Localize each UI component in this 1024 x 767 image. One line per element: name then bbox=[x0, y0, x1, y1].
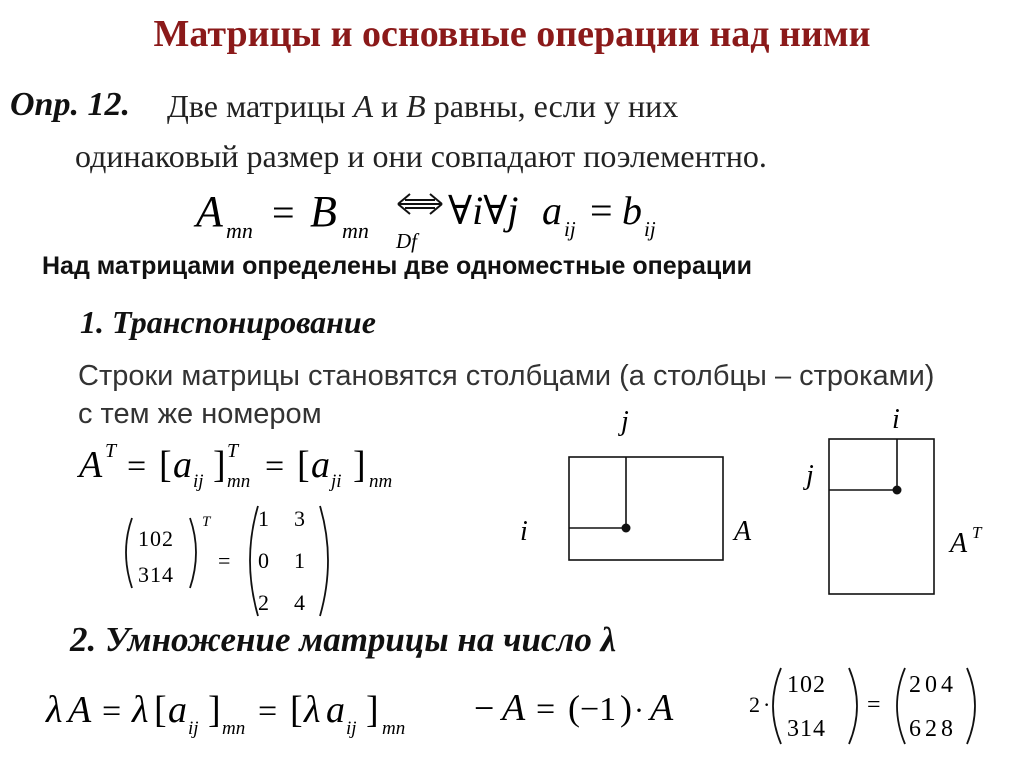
eq-sub-ij-2: ij bbox=[644, 217, 656, 241]
me-left-row-2: 314 bbox=[787, 716, 826, 742]
nf-a-2: A bbox=[650, 687, 674, 729]
mf-a-1: a bbox=[168, 689, 187, 731]
te-r3c2: 4 bbox=[294, 590, 305, 615]
transpose-heading: 1. Транспонирование bbox=[80, 304, 376, 340]
tf-a-1: a bbox=[173, 444, 192, 486]
mf-a-2: a bbox=[326, 689, 345, 731]
tf-sup-t-2: T bbox=[227, 440, 239, 462]
me-left-row-1: 102 bbox=[787, 672, 826, 698]
transpose-example bbox=[118, 500, 338, 622]
te-r1c1: 1 bbox=[258, 506, 269, 531]
tf-lb-2: [ bbox=[297, 444, 310, 486]
definition-line-2: одинаковый размер и они совпадают поэлементно. bbox=[75, 138, 767, 174]
te-left-row-1: 102 bbox=[138, 526, 174, 551]
mf-lambda-3: λ bbox=[304, 689, 321, 731]
nf-paren-close: ) bbox=[620, 688, 632, 728]
definition-text-c: равны, если у них bbox=[425, 88, 679, 124]
tf-sub-ij: ij bbox=[193, 471, 204, 492]
mf-a: A bbox=[68, 689, 92, 731]
te-left-row-2: 314 bbox=[138, 562, 174, 587]
mf-rb-1: ] bbox=[208, 689, 221, 731]
multiply-example bbox=[745, 656, 985, 756]
equivalence-arrow-icon bbox=[398, 194, 442, 214]
nf-eq: = bbox=[536, 691, 556, 728]
matrix-a-rect bbox=[569, 457, 723, 560]
tf-sub-ji: ji bbox=[331, 471, 342, 492]
eq-forall: ∀i∀j bbox=[448, 188, 519, 233]
matrix-at-rect bbox=[829, 439, 934, 594]
eq-b-lower: b bbox=[622, 188, 642, 233]
tf-sup-t: T bbox=[105, 440, 117, 462]
left-paren bbox=[773, 668, 781, 744]
nf-minus: − bbox=[474, 688, 495, 728]
me-right-row-2: 628 bbox=[909, 716, 957, 742]
eq-df: Df bbox=[396, 229, 417, 253]
mf-lb-1: [ bbox=[154, 689, 167, 731]
right-paren bbox=[320, 506, 328, 616]
nf-dot: · bbox=[634, 694, 644, 727]
tf-sub-mn: mn bbox=[227, 471, 251, 492]
eq-sub-mn-1: mn bbox=[226, 218, 253, 243]
tf-eq-1: = bbox=[127, 448, 147, 485]
me-right-row-1: 204 bbox=[909, 672, 957, 698]
element-dot bbox=[893, 486, 902, 495]
diag-a-label-j: j bbox=[621, 406, 629, 437]
element-dot bbox=[622, 524, 631, 533]
right-paren bbox=[849, 668, 857, 744]
multiply-formula bbox=[44, 680, 444, 744]
me-eq: = bbox=[867, 692, 881, 718]
mf-eq-1: = bbox=[102, 693, 122, 730]
nf-a: A bbox=[502, 687, 526, 729]
left-paren bbox=[897, 668, 905, 744]
mf-sub-ij-1: ij bbox=[188, 718, 199, 739]
eq-equals-1: = bbox=[272, 190, 295, 235]
diag-at-label-j: j bbox=[806, 460, 814, 491]
eq-a: A bbox=[196, 187, 223, 236]
transpose-desc-line-1: Строки матрицы становятся столбцами (а столбцы – строками) bbox=[78, 360, 935, 392]
eq-sub-mn-2: mn bbox=[342, 218, 369, 243]
equality-formula bbox=[190, 180, 710, 260]
mf-sub-ij-2: ij bbox=[346, 718, 357, 739]
mf-sub-mn-2: mn bbox=[382, 718, 406, 739]
me-dot: · bbox=[763, 692, 771, 717]
left-paren bbox=[126, 518, 132, 588]
te-r3c1: 2 bbox=[258, 590, 269, 615]
tf-a: A bbox=[79, 444, 103, 486]
nf-minus-one: −1 bbox=[580, 691, 617, 728]
eq-b: B bbox=[310, 187, 337, 236]
diag-at-label-i: i bbox=[892, 404, 900, 435]
definition-label: Опр. 12. bbox=[10, 86, 130, 123]
negation-formula bbox=[470, 680, 700, 744]
diag-at-label-sup: T bbox=[972, 523, 982, 542]
te-eq: = bbox=[218, 548, 231, 573]
mf-rb-2: ] bbox=[366, 689, 379, 731]
te-r2c2: 1 bbox=[294, 548, 305, 573]
tf-sub-nm: nm bbox=[369, 471, 393, 492]
page-title: Матрицы и основные операции над ними bbox=[153, 13, 871, 55]
diag-at-label: A bbox=[950, 528, 968, 559]
te-r1c2: 3 bbox=[294, 506, 305, 531]
definition-line-1 bbox=[167, 88, 678, 125]
mf-lambda-2: λ bbox=[132, 689, 149, 731]
mf-lambda: λ bbox=[46, 689, 63, 731]
eq-a-lower: a bbox=[542, 188, 562, 233]
left-paren bbox=[250, 506, 258, 616]
tf-lb-1: [ bbox=[159, 444, 172, 486]
matrix-a-diagram bbox=[510, 400, 770, 570]
multiply-heading: 2. Умножение матрицы на число λ bbox=[70, 620, 617, 659]
right-paren bbox=[190, 518, 196, 588]
definition-var-b: B bbox=[406, 88, 426, 124]
tf-eq-2: = bbox=[265, 448, 285, 485]
te-r2c1: 0 bbox=[258, 548, 269, 573]
mf-sub-mn-1: mn bbox=[222, 718, 246, 739]
diag-a-label: A bbox=[734, 516, 752, 547]
definition-text-b: и bbox=[373, 88, 407, 124]
operations-header: Над матрицами определены две одноместные операции bbox=[42, 252, 752, 280]
diag-a-label-i: i bbox=[520, 516, 528, 547]
transpose-desc-line-2: с тем же номером bbox=[78, 398, 322, 430]
definition-text-a: Две матрицы bbox=[167, 88, 354, 124]
tf-rb-2: ] bbox=[353, 444, 366, 486]
tf-a-2: a bbox=[311, 444, 330, 486]
right-paren bbox=[967, 668, 975, 744]
transpose-formula bbox=[75, 435, 435, 495]
mf-lb-2: [ bbox=[290, 689, 303, 731]
tf-rb-1: ] bbox=[213, 444, 226, 486]
te-sup-t: T bbox=[202, 514, 211, 530]
definition-var-a: A bbox=[353, 88, 374, 124]
nf-paren-open: ( bbox=[568, 688, 580, 728]
matrix-at-diagram bbox=[790, 400, 1005, 600]
mf-eq-2: = bbox=[258, 693, 278, 730]
eq-sub-ij-1: ij bbox=[564, 217, 576, 241]
me-scalar: 2 bbox=[749, 692, 760, 717]
eq-equals-2: = bbox=[590, 188, 613, 233]
